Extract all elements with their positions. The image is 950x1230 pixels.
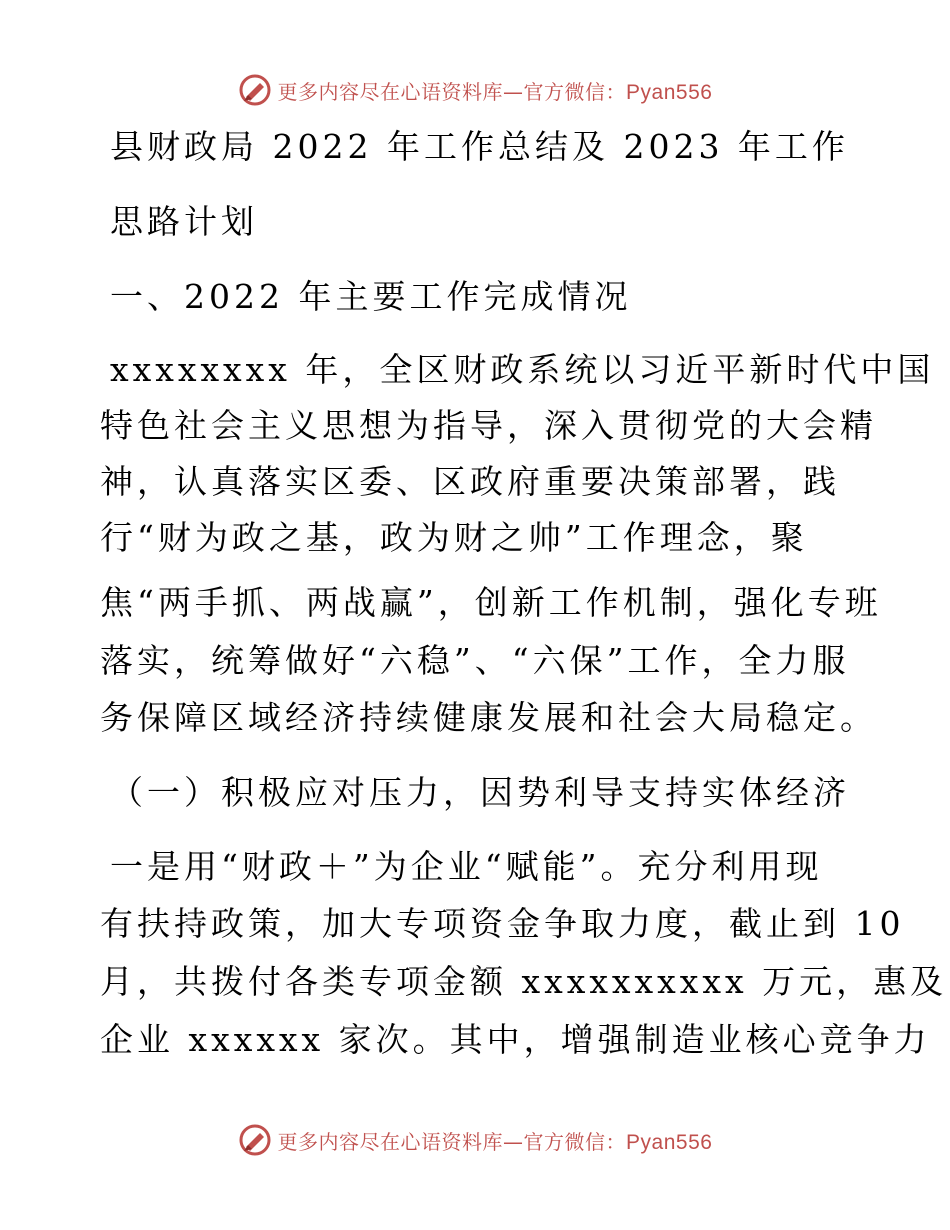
watermark-header: [0, 70, 950, 110]
watermark-logo-icon: [238, 73, 272, 107]
paragraph-line: 一是用“财政＋”为企业“赋能”。充分利用现: [110, 847, 823, 886]
paragraph-line: 有扶持政策，加大专项资金争取力度，截止到 10: [100, 904, 905, 943]
subsection-heading: （一）积极应对压力，因势利导支持实体经济: [110, 773, 850, 812]
watermark-label: 更多内容尽在心语资料库—官方微信：: [277, 1129, 627, 1154]
watermark-text: [278, 76, 713, 105]
document-title-line-2: 思路计划: [110, 202, 258, 241]
paragraph-line: 务保障区域经济持续健康发展和社会大局稳定。: [100, 698, 877, 737]
paragraph-line: xxxxxxxx 年，全区财政系统以习近平新时代中国: [110, 350, 935, 389]
watermark-wechat-id: Pyan556: [626, 80, 713, 104]
paragraph-line: 落实，统筹做好“六稳”、“六保”工作，全力服: [100, 641, 850, 680]
paragraph-line: 企业 xxxxxx 家次。其中，增强制造业核心竞争力: [100, 1020, 931, 1059]
paragraph-line: 神，认真落实区委、区政府重要决策部署，践: [100, 462, 840, 501]
paragraph-line: 特色社会主义思想为指导，深入贯彻党的大会精: [100, 406, 877, 445]
watermark-wechat-id: Pyan556: [626, 1130, 713, 1154]
watermark-label: 更多内容尽在心语资料库—官方微信：: [277, 79, 627, 104]
paragraph-line: 月，共拨付各类专项金额 xxxxxxxxxx 万元，惠及: [100, 962, 948, 1001]
document-title-line-1: 县财政局 2022 年工作总结及 2023 年工作: [110, 127, 849, 166]
watermark-text: [278, 1126, 713, 1155]
watermark-logo-icon: [238, 1123, 272, 1157]
section-heading: 一、2022 年主要工作完成情况: [110, 277, 632, 316]
watermark-footer: [0, 1120, 950, 1160]
paragraph-line: 焦“两手抓、两战赢”，创新工作机制，强化专班: [100, 583, 882, 622]
paragraph-line: 行“财为政之基，政为财之帅”工作理念，聚: [100, 518, 808, 557]
